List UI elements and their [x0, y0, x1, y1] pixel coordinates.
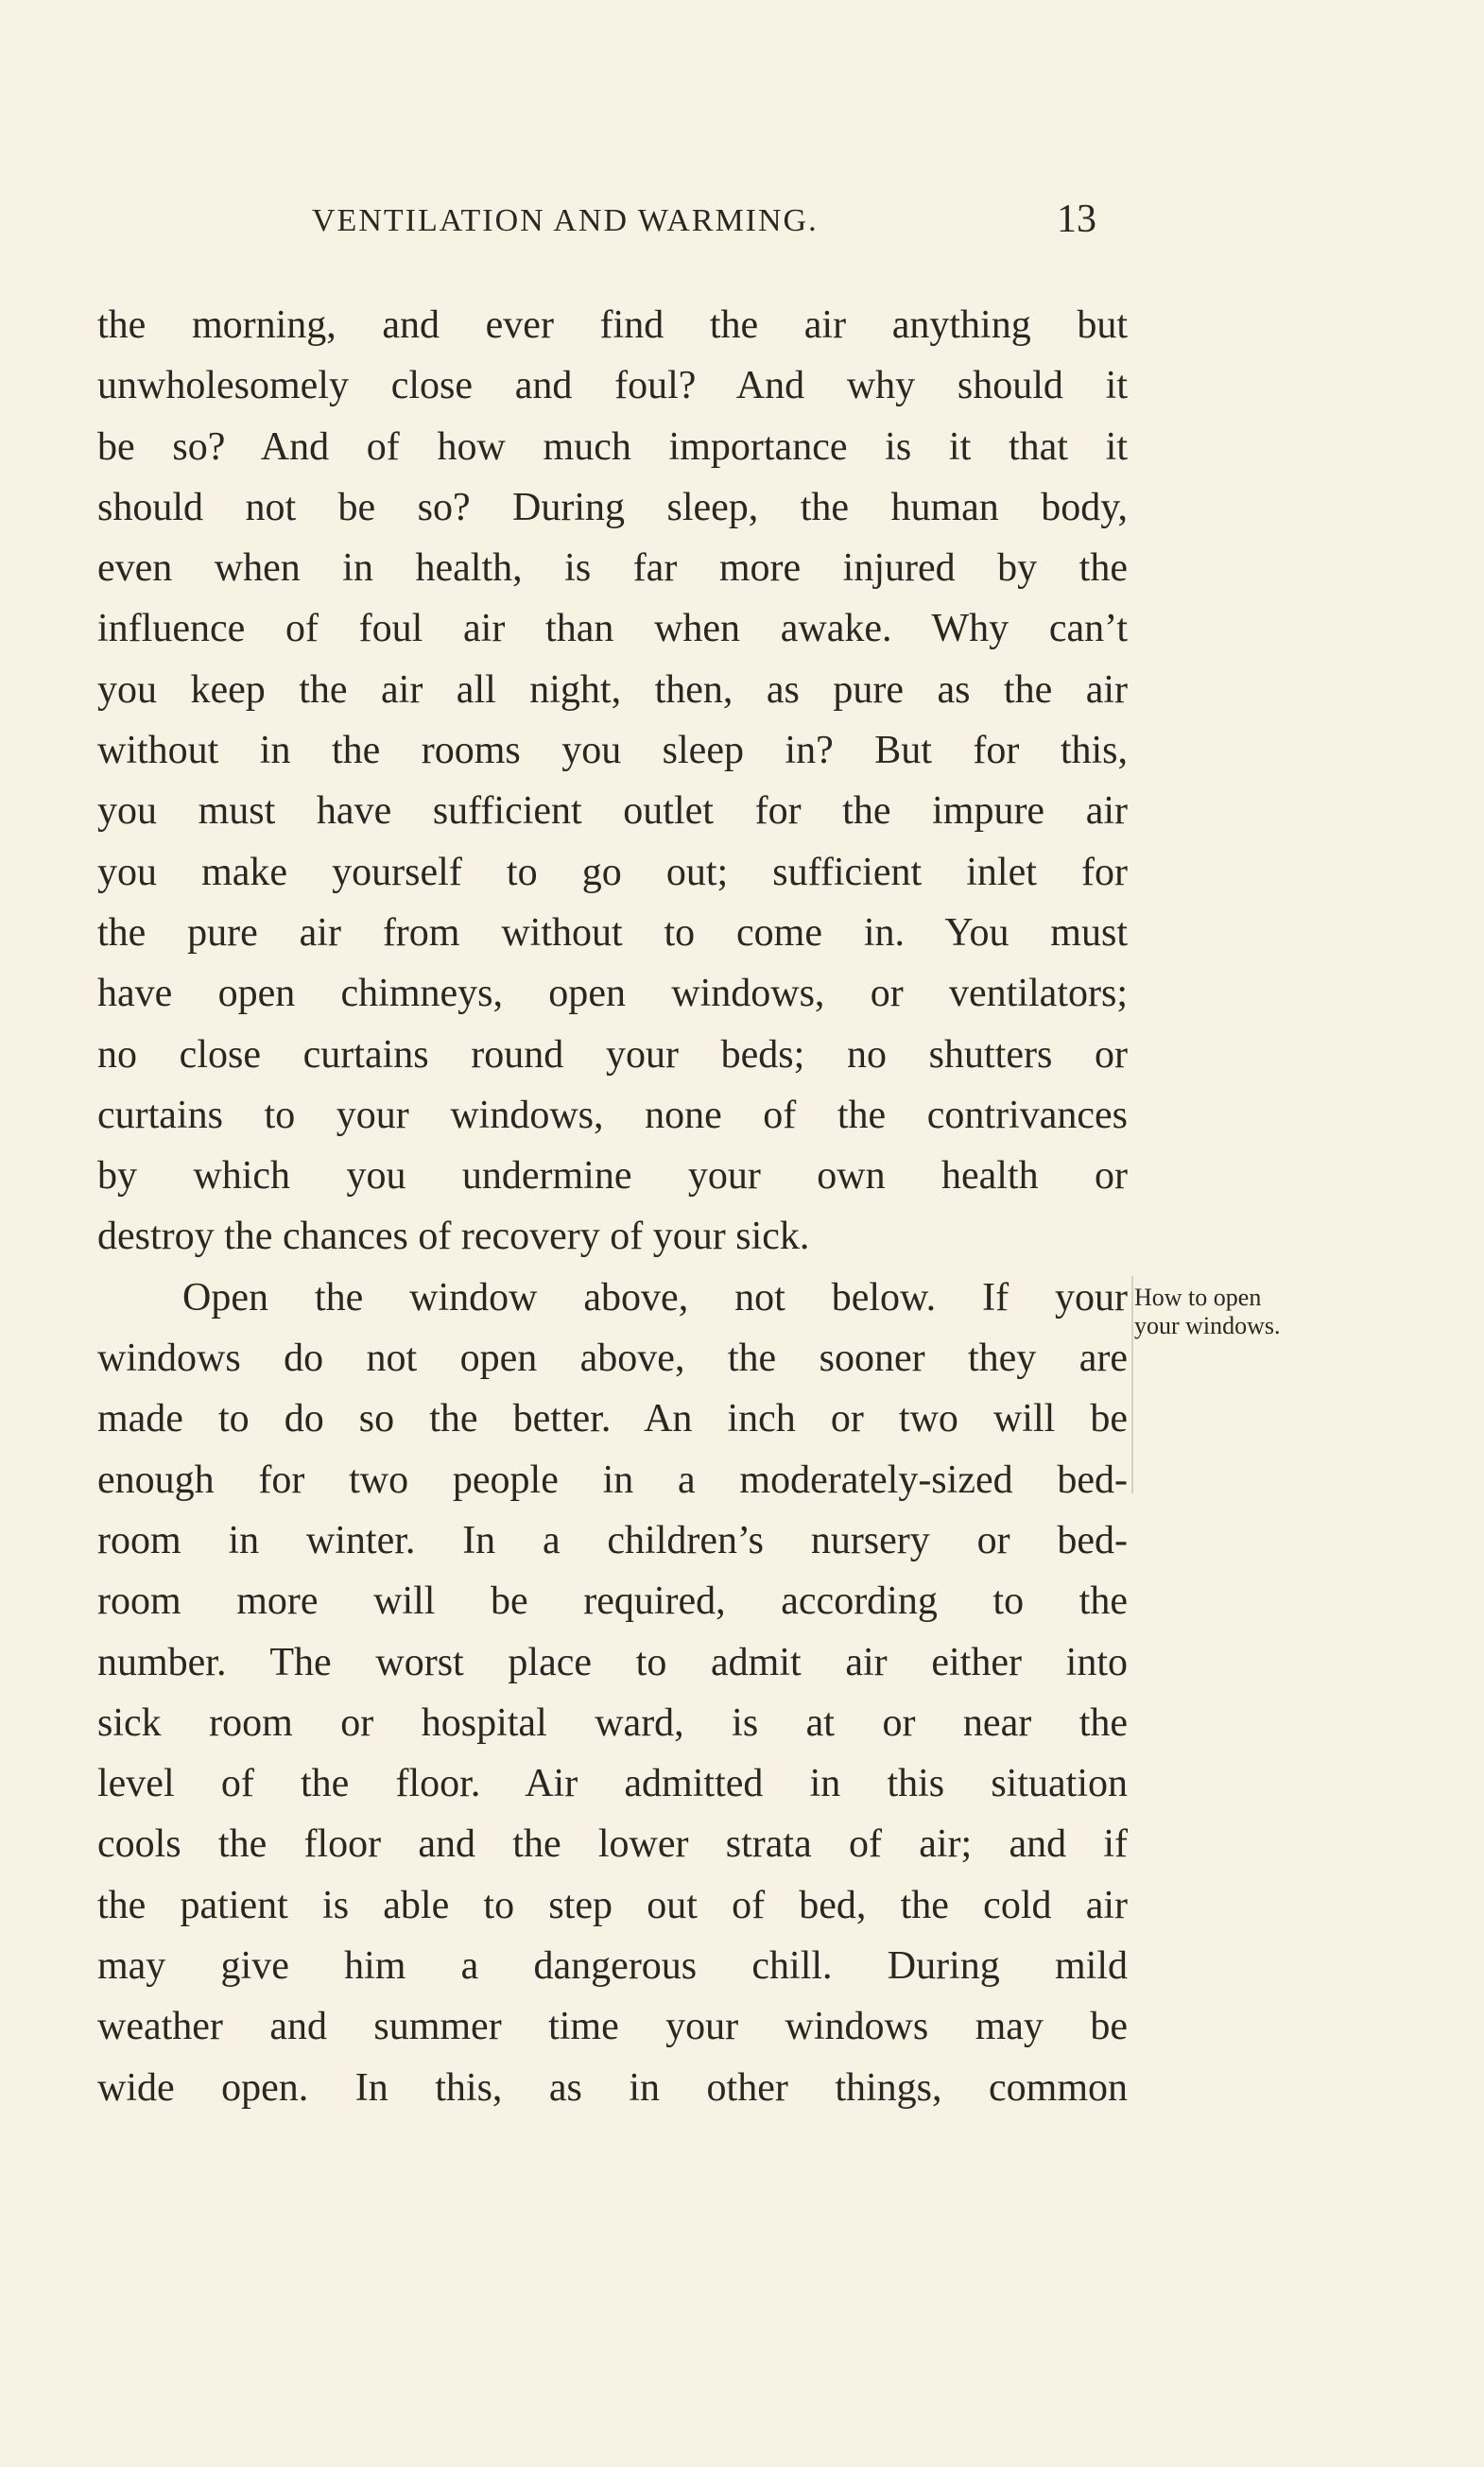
sidenote-line: your windows.: [1134, 1312, 1281, 1339]
sidenote-rule: [1131, 1276, 1133, 1493]
text-line: be so? And of how much importance is it that it: [97, 424, 1128, 469]
text-line: may give him a dangerous chill. During mild: [97, 1944, 1128, 1989]
text-line: no close curtains round your beds; no shutters or: [97, 1032, 1128, 1077]
text-line: the morning, and ever find the air anything but: [97, 303, 1128, 347]
text-line: the pure air from without to come in. You must: [97, 910, 1128, 955]
text-line: without in the rooms you sleep in? But for this,: [97, 729, 1128, 773]
margin-sidenote: [1134, 1284, 1281, 1340]
paragraph-end-line: destroy the chances of recovery of your sick.: [97, 1215, 810, 1259]
text-line: you make yourself to go out; sufficient inlet for: [97, 850, 1128, 894]
text-line: sick room or hospital ward, is at or near the: [97, 1700, 1128, 1745]
body-text: [97, 295, 1128, 2118]
text-line: unwholesomely close and foul? And why should it: [97, 364, 1128, 408]
text-line: the patient is able to step out of bed, the cold air: [97, 1883, 1128, 1927]
text-line: windows do not open above, the sooner they are: [97, 1337, 1128, 1381]
text-line: you must have sufficient outlet for the impure air: [97, 789, 1128, 834]
text-line: made to do so the better. An inch or two will be: [97, 1397, 1128, 1441]
text-line: you keep the air all night, then, as pure as the air: [97, 667, 1128, 712]
text-line: room in winter. In a children’s nursery or bed-: [97, 1518, 1128, 1562]
text-line: weather and summer time your windows may be: [97, 2005, 1128, 2049]
text-line: have open chimneys, open windows, or ventilators;: [97, 972, 1128, 1016]
text-line: level of the floor. Air admitted in this situation: [97, 1762, 1128, 1806]
text-line: number. The worst place to admit air either into: [97, 1640, 1128, 1684]
text-line: wide open. In this, as in other things, common: [97, 2065, 1128, 2110]
text-line: should not be so? During sleep, the human body,: [97, 485, 1128, 529]
text-line: cools the floor and the lower strata of air; and if: [97, 1822, 1128, 1867]
text-line: influence of foul air than when awake. Why can’t: [97, 607, 1128, 651]
text-line: room more will be required, according to the: [97, 1579, 1128, 1624]
text-line: by which you undermine your own health or: [97, 1154, 1128, 1199]
text-line: enough for two people in a moderately-sized bed-: [97, 1458, 1128, 1502]
text-line: even when in health, is far more injured by the: [97, 546, 1128, 591]
text-line: curtains to your windows, none of the contrivances: [97, 1093, 1128, 1137]
paragraph-start-line: Open the window above, not below. If your: [182, 1275, 1128, 1320]
sidenote-line: How to open: [1134, 1284, 1262, 1311]
page-number: 13: [1057, 198, 1096, 241]
running-head-title: VENTILATION AND WARMING.: [312, 203, 819, 238]
